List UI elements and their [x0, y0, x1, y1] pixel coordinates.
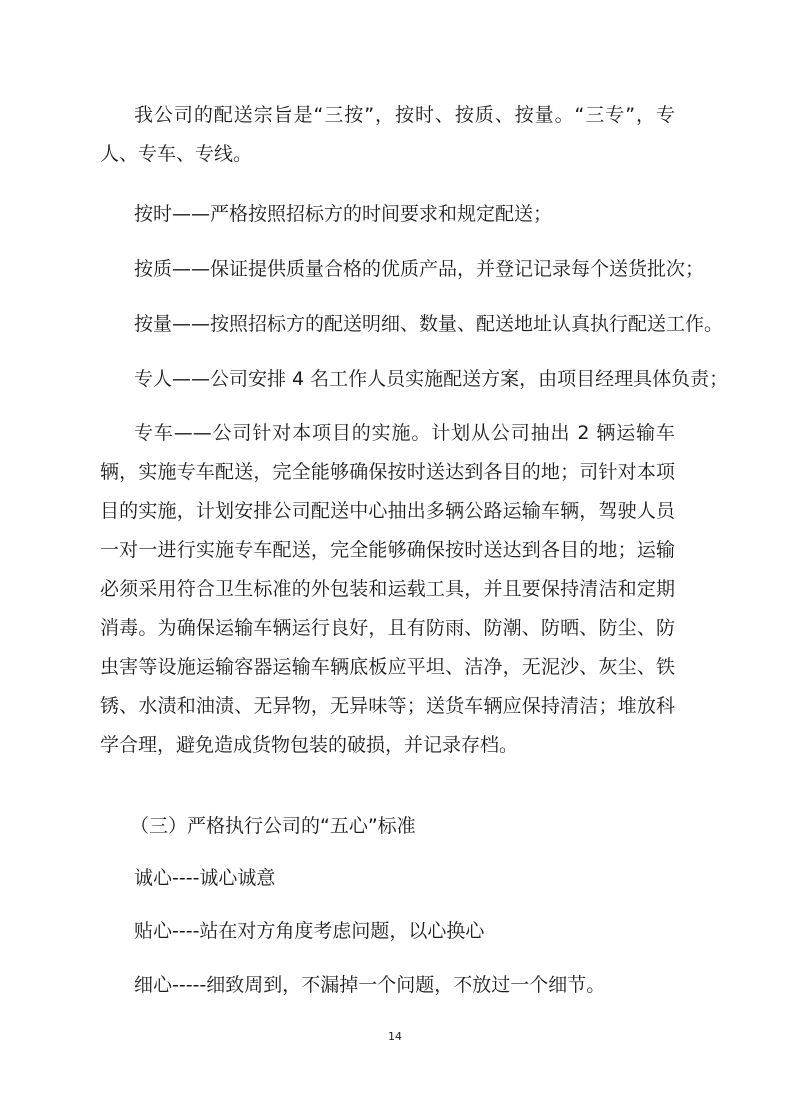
list-item-considerate: 贴心----站在对方角度考虑问题，以心换心 [134, 920, 485, 942]
paragraph-on-time: 按时——严格按照招标方的时间要求和规定配送； [134, 203, 553, 225]
paragraph-delivery-purpose: 我公司的配送宗旨是“三按”，按时、按质、按量。“三专”，专人、专车、专线。 [100, 104, 675, 165]
page-number: 14 [388, 1030, 402, 1043]
paragraph-dedicated-staff: 专人——公司安排 4 名工作人员实施配送方案，由项目经理具体负责； [134, 368, 729, 390]
list-item-meticulous: 细心-----细致周到，不漏掉一个问题，不放过一个细节。 [134, 974, 606, 996]
section-heading-five-hearts: （三）严格执行公司的“五心”标准 [130, 815, 416, 837]
list-item-sincerity: 诚心----诚心诚意 [134, 867, 276, 889]
paragraph-on-quality: 按质——保证提供质量合格的优质产品，并登记记录每个送货批次； [134, 258, 705, 280]
paragraph-dedicated-vehicle: 专车——公司针对本项目的实施。计划从公司抽出 2 辆运输车辆，实施专车配送，完全能够确保按时送达到各目的地；司针对本项目的实施，计划安排公司配送中心抽出多辆公路运输车辆，驾驶人员一对一进行实施专车配送，完全能够确保按时送达到各目的地；运输必须采用符合卫生标准的外包装和运载工具，并且要保持清洁和定期消毒。为确保运输车辆运行良好，且有防雨、防潮、防晒、防尘、防虫害等设施运输容器运输车辆底板应平坦、洁净，无泥沙、灰尘、铁锈、水渍和油渍、无异物，无异味等；送货车辆应保持清洁；堆放科学合理，避免造成货物包装的破损，并记录存档。 [100, 422, 675, 756]
paragraph-on-quantity: 按量——按照招标方的配送明细、数量、配送地址认真执行配送工作。 [134, 313, 724, 335]
